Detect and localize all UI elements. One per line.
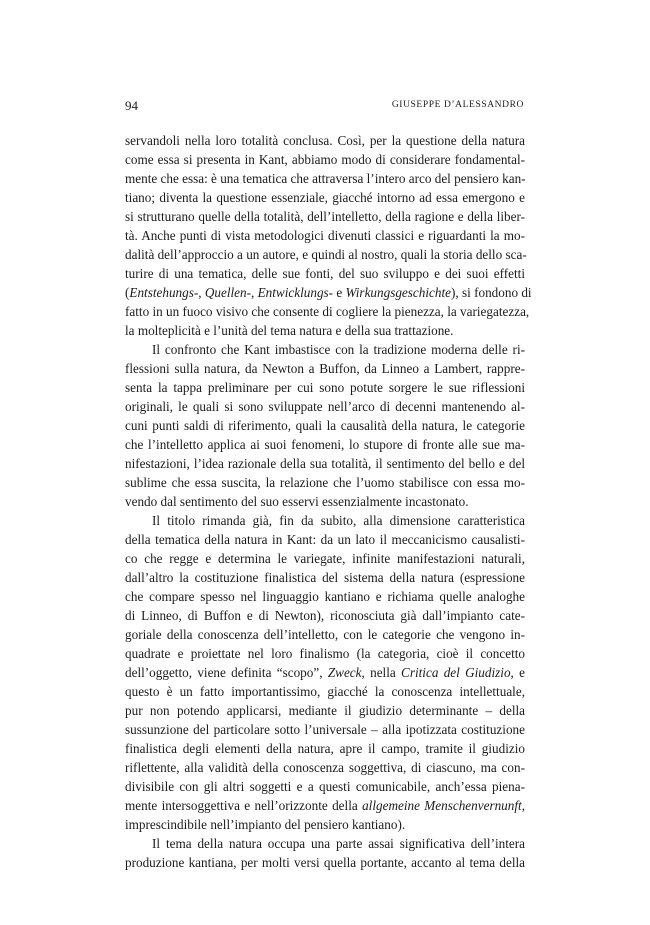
text-run: tà. Anche punti di vista metodologici divenuti classici e riguardanti la mo- <box>125 228 525 243</box>
text-line <box>125 302 530 321</box>
text-line <box>125 131 525 150</box>
text-line <box>125 549 525 568</box>
text-run: flessioni sulla natura, da Newton a Buffon, da Linneo a Lambert, rappre- <box>125 361 525 376</box>
text-line <box>125 682 525 701</box>
paragraph <box>125 511 525 834</box>
text-run: finalistica degli elementi della natura, apre il campo, tramite il giudizio <box>125 741 525 756</box>
text-run: goriale della conoscenza dell’intelletto, con le categorie che vengono in- <box>125 627 525 642</box>
text-line <box>125 663 525 682</box>
text-run: servandoli nella loro totalità conclusa. Così, per la questione della natura <box>125 133 525 148</box>
text-run: riflettente, alla validità della conoscenza soggettiva, di ciascuno, ma con- <box>125 760 525 775</box>
text-run: che compare spesso nel linguaggio kantiano e richiama quelle analoghe <box>125 589 525 604</box>
text-line <box>125 758 525 777</box>
italic-text: Entstehungs- <box>129 285 199 300</box>
text-run: , nella <box>361 665 402 680</box>
text-line <box>125 568 525 587</box>
text-line <box>125 644 525 663</box>
text-line <box>125 359 525 378</box>
text-run: della tematica della natura in Kant: da un lato il meccanicismo causalisti- <box>125 532 525 547</box>
text-run: questo è un fatto importantissimo, giacché la conoscenza intellettuale, <box>125 684 525 699</box>
text-run: senta la tappa preliminare per cui sono potute sorgere le sue riflessioni <box>125 380 525 395</box>
text-line <box>125 777 525 796</box>
paragraph <box>125 834 525 872</box>
italic-text: Critica del Giudizio <box>401 665 511 680</box>
text-run: vendo dal sentimento del suo esservi essenzialmente incastonato. <box>125 494 469 509</box>
text-run: pur non potendo applicarsi, mediante il giudizio determinante – della <box>125 703 525 718</box>
text-line <box>125 264 525 283</box>
italic-text: allgemeine Menschenvernunft <box>362 798 522 813</box>
text-run: cuni punti saldi di riferimento, quali la causalità della natura, le categorie <box>125 418 525 433</box>
text-line <box>125 226 525 245</box>
page-header <box>125 98 524 114</box>
text-line <box>125 169 525 188</box>
text-line <box>125 625 525 644</box>
text-line <box>125 207 525 226</box>
text-run: mente che essa: è una tematica che attraversa l’intero arco del pensiero kan- <box>125 171 526 186</box>
text-line <box>125 378 525 397</box>
text-line <box>125 454 525 473</box>
text-run: turire di una tematica, delle sue fonti, del suo sviluppo e dei suoi effetti <box>125 266 525 281</box>
text-line <box>125 416 525 435</box>
text-line <box>125 530 525 549</box>
text-run: ), si fondono di <box>451 285 532 300</box>
text-line <box>125 321 525 340</box>
italic-text: Zweck <box>327 665 362 680</box>
running-head: GIUSEPPE D’ALESSANDRO <box>391 100 524 110</box>
text-run: sublime che essa suscita, la relazione che l’uomo stabilisce con essa mo- <box>125 475 525 490</box>
text-line <box>125 511 525 530</box>
text-run: nifestazioni, l’idea razionale della sua totalità, il sentimento del bello e del <box>125 456 525 471</box>
text-line <box>125 701 525 720</box>
text-run: dalità dell’approccio a un autore, e quindi al nostro, quali la storia dello sca- <box>125 247 527 262</box>
text-run: fatto in un fuoco visivo che consente di cogliere la pienezza, la variegatezza, <box>125 304 530 319</box>
page-number: 94 <box>125 98 138 113</box>
text-run: imprescindibile nell’impianto del pensiero kantiano). <box>125 817 406 832</box>
text-run: che l’intelletto applica ai suoi fenomeni, lo stupore di fronte alle sue ma- <box>125 437 525 452</box>
text-line <box>125 834 525 853</box>
text-line <box>125 245 525 264</box>
text-run: come essa si presenta in Kant, abbiamo modo di considerare fondamental- <box>125 152 525 167</box>
text-line <box>125 606 525 625</box>
text-run: produzione kantiana, per molti versi quella portante, accanto al tema della <box>125 855 525 870</box>
text-run: di Linneo, di Buffon e di Newton), riconosciuta già dall’impianto cate- <box>125 608 525 623</box>
text-run: , <box>251 285 258 300</box>
text-run: dell’oggetto, viene definita “scopo”, <box>125 665 328 680</box>
text-line <box>125 397 525 416</box>
text-line <box>125 492 525 511</box>
text-run: quadrate e proiettate nel loro finalismo (la categoria, cioè il concetto <box>125 646 525 661</box>
text-line <box>125 587 525 606</box>
text-run: tiano; diventa la questione essenziale, giacché intorno ad essa emergono e <box>125 190 525 205</box>
italic-text: Wirkungsgeschichte <box>345 285 451 300</box>
text-line <box>125 283 532 302</box>
text-line <box>125 435 525 454</box>
text-line <box>125 853 525 872</box>
text-run: dall’altro la costituzione finalistica del sistema della natura (espressione <box>125 570 525 585</box>
body-text <box>125 131 532 872</box>
italic-text: Quellen- <box>204 285 252 300</box>
paragraph <box>125 340 525 511</box>
text-run: Il tema della natura occupa una parte assai significativa dell’intera <box>152 836 525 851</box>
text-run: , <box>521 798 525 813</box>
text-run: ( <box>125 285 130 300</box>
text-run: sussunzione del particolare sotto l’universale – alla ipotizzata costituzione <box>125 722 525 737</box>
text-run: , e <box>510 665 525 680</box>
text-line <box>125 739 525 758</box>
text-line <box>125 796 525 815</box>
text-run: originali, le quali si sono sviluppate nell’arco di decenni mantenendo al- <box>125 399 525 414</box>
text-run: Il confronto che Kant imbastisce con la tradizione moderna delle ri- <box>152 342 525 357</box>
text-line <box>125 340 525 359</box>
text-run: divisibile con gli altri soggetti e a questi comunicabile, anch’essa piena- <box>125 779 525 794</box>
text-run: mente intersoggettiva e nell’orizzonte della <box>125 798 363 813</box>
text-line <box>125 815 525 834</box>
italic-text: Entwicklungs- <box>257 285 334 300</box>
text-run: la molteplicità e l’unità del tema natura e della sua trattazione. <box>125 323 454 338</box>
text-line <box>125 720 525 739</box>
text-run: e <box>333 285 346 300</box>
text-run: co che regge e determina le variegate, infinite manifestazioni naturali, <box>125 551 525 566</box>
paragraph <box>125 131 532 340</box>
text-run: , <box>198 285 205 300</box>
text-run: Il titolo rimanda già, fin da subito, alla dimensione caratteristica <box>152 513 525 528</box>
text-line <box>125 188 525 207</box>
text-run: si strutturano quelle della totalità, dell’intelletto, della ragione e della liber- <box>125 209 525 224</box>
text-line <box>125 473 525 492</box>
text-line <box>125 150 525 169</box>
